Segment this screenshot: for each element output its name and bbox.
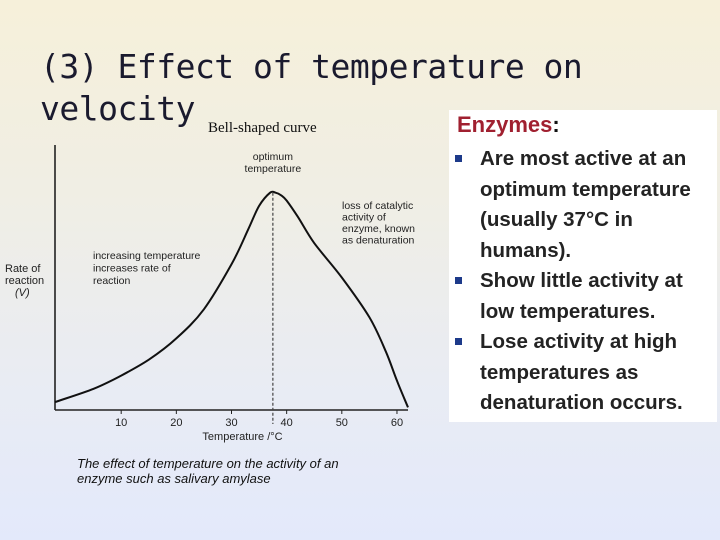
- increasing-annotation-line: increases rate of: [93, 262, 171, 275]
- increasing-annotation-line: reaction: [93, 275, 131, 287]
- bullet-square-icon: [455, 338, 462, 345]
- heading-colon: :: [552, 112, 560, 137]
- slide-title-line-2: velocity: [40, 89, 195, 128]
- optimum-annotation-line: optimum: [252, 151, 293, 163]
- denaturation-annotation-line: activity of: [342, 211, 386, 224]
- x-tick-label: 20: [170, 417, 183, 429]
- x-tick-label: 60: [390, 417, 404, 429]
- bullet-list: [449, 144, 717, 419]
- bullet-text: Are most active at an optimum temperature (usually 37°C in humans).: [480, 147, 691, 262]
- bullet-item: [449, 266, 717, 327]
- panel-title: [457, 112, 560, 138]
- optimum-annotation-line: temperature: [244, 163, 302, 175]
- x-tick-label: 40: [280, 417, 293, 429]
- y-axis-label-line: (V): [15, 287, 30, 299]
- y-axis-label-line: reaction: [5, 275, 45, 287]
- denaturation-annotation-line: enzyme, known: [342, 223, 415, 235]
- increasing-annotation-line: increasing temperature: [93, 250, 201, 262]
- optimum-annotation: [245, 151, 302, 175]
- y-axis-label: [5, 263, 44, 299]
- x-tick-label: 10: [115, 417, 128, 429]
- slide-title-line-1: (3) Effect of temperature on: [40, 47, 583, 86]
- denaturation-annotation: [342, 200, 415, 247]
- bullet-square-icon: [455, 155, 462, 162]
- increasing-annotation: [93, 250, 201, 287]
- x-axis-label: Temperature /°C: [202, 431, 283, 443]
- x-tick-label: 30: [225, 417, 238, 429]
- denaturation-annotation-line: as denaturation: [342, 234, 415, 247]
- caption-line-2: enzyme such as salivary amylase: [77, 471, 271, 486]
- denaturation-annotation-line: loss of catalytic: [342, 200, 414, 212]
- figure-caption: [77, 456, 407, 486]
- bullet-item: [449, 144, 717, 266]
- enzymes-panel: [449, 110, 717, 422]
- y-axis-label-line: Rate of: [5, 263, 41, 275]
- enzymes-heading: Enzymes: [457, 112, 553, 137]
- temperature-chart: [0, 140, 440, 450]
- x-tick-label: 50: [335, 417, 348, 429]
- bullet-item: [449, 327, 717, 419]
- bullet-text: Lose activity at high temperatures as denaturation occurs.: [480, 330, 683, 414]
- bullet-square-icon: [455, 277, 462, 284]
- caption-line-1: The effect of temperature on the activity of an: [77, 456, 339, 471]
- bullet-text: Show little activity at low temperatures.: [480, 269, 683, 323]
- chart-ticks: [115, 410, 403, 429]
- subtitle: Bell-shaped curve: [208, 120, 317, 136]
